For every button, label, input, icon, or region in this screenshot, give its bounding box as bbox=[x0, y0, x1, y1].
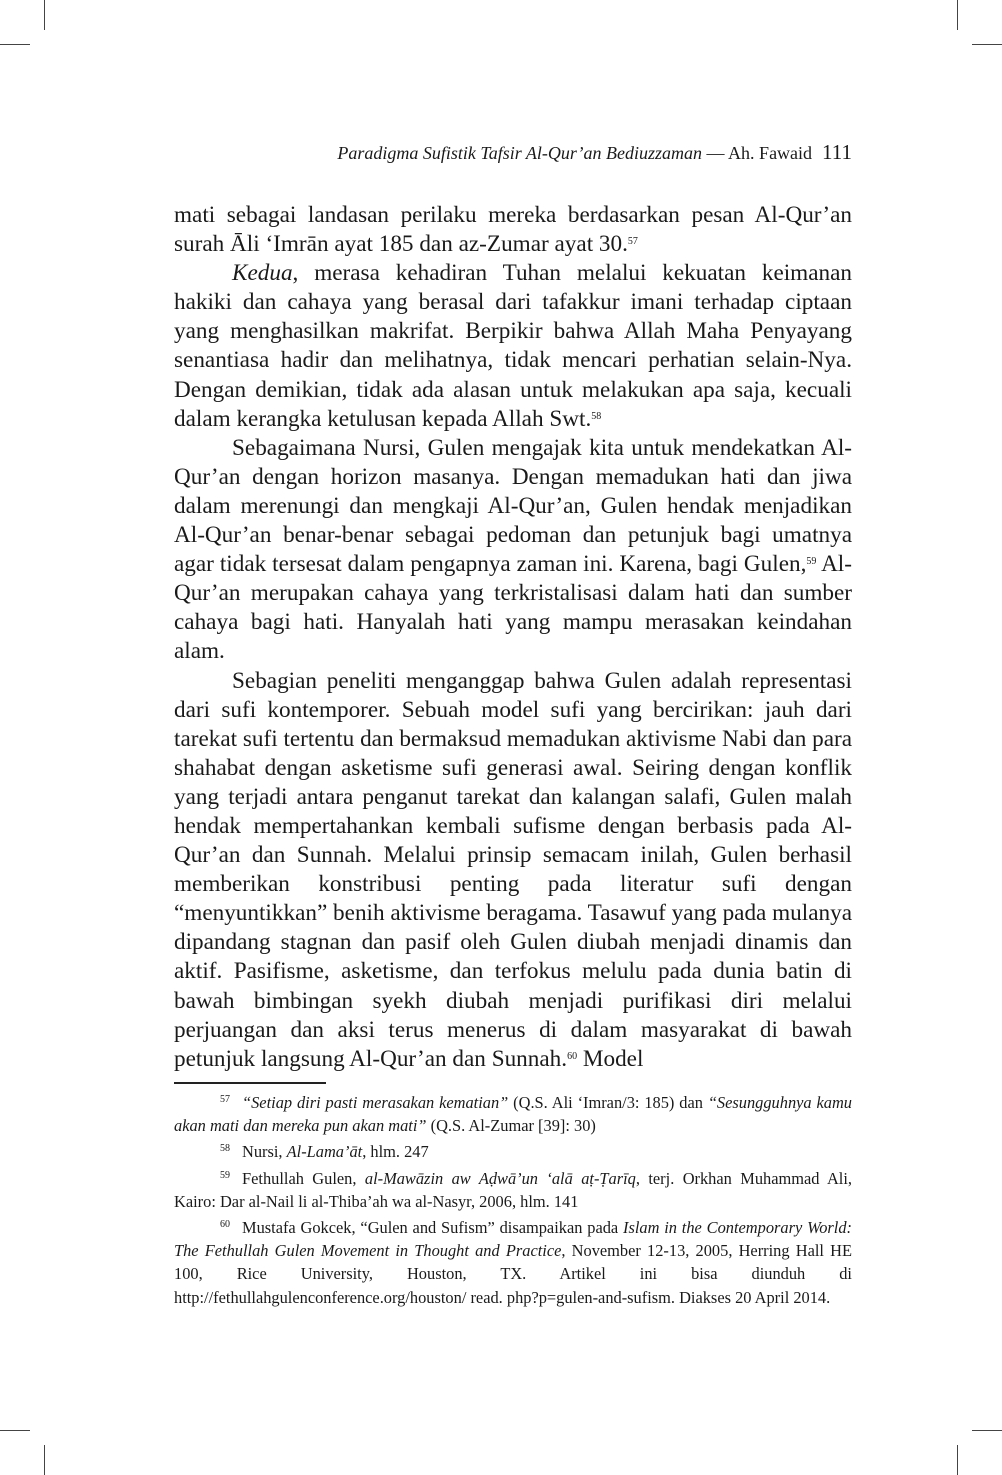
crop-mark-bottom-right-h bbox=[972, 1430, 1002, 1431]
page-number: 111 bbox=[822, 140, 852, 164]
crop-mark-top-right-v bbox=[957, 0, 958, 30]
paragraph-3: Sebagaimana Nursi, Gulen mengajak kita untuk mendekatkan Al-Qur’an dengan horizon masanya. Dengan memadukan hati dan jiwa dalam merenungi dan mengkaji Al-Qur’an, Gulen hendak menjadikan Al-Qur’an benar-benar sebagai pedoman dan petunjuk bagi umatnya agar tidak tersesat dalam pengapnya zaman ini. Karena, bagi Gulen,$^{59}$ Al-Qur’an merupakan cahaya yang terkristalisasi dalam hati dan sumber cahaya bagi hati. Hanyalah hati yang mampu merasakan keindahan alam. bbox=[174, 434, 852, 665]
footnote-ref-59[interactable]: 59 bbox=[806, 556, 817, 568]
footnotes bbox=[174, 1088, 852, 1309]
footnote-separator bbox=[174, 1082, 326, 1084]
crop-mark-bottom-left-v bbox=[44, 1445, 45, 1475]
body-text bbox=[174, 201, 852, 1074]
crop-mark-bottom-right-v bbox=[957, 1445, 958, 1475]
footnote-58: $^{58}$ Nursi, Al-Lama’āt, hlm. 247 bbox=[220, 1142, 429, 1162]
paragraph-1: mati sebagai landasan perilaku mereka berdasarkan pesan Al-Qur’an surah Āli ‘Imrān ayat 185 dan az-Zumar ayat 30.57 bbox=[174, 202, 852, 258]
paragraph-2: Kedua, merasa kehadiran Tuhan melalui kekuatan keimanan hakiki dan cahaya yang berasal dari tafakkur imani terhadap ciptaan yang menghasilkan makrifat. Berpikir bahwa Allah Maha Penyayang senantiasa hadir dan melihatnya, tidak mencari perhatian selain-Nya. Dengan demikian, tidak ada alasan untuk melakukan apa saja, kecuali dalam kerangka ketulusan kepada Allah Swt.$^{58}$ bbox=[174, 260, 852, 432]
header-author: — Ah. Fawaid bbox=[702, 143, 813, 163]
header-title: Paradigma Sufistik Tafsir Al-Qur’an Bediuzzaman — Ah. Fawaid bbox=[337, 143, 813, 163]
running-header bbox=[174, 140, 852, 176]
footnote-57: $^{57}$ “Setiap diri pasti merasakan kematian” (Q.S. Ali ‘Imran/3: 185) dan “Sesungguhnya kamu akan mati dan mereka pun akan mati” (Q.S. Al-Zumar [39]: 30) bbox=[174, 1093, 852, 1136]
paragraph-4: Sebagian peneliti menganggap bahwa Gulen adalah representasi dari sufi kontemporer. Sebuah model sufi yang bercirikan: jauh dari tarekat sufi tertentu dan bermaksud memadukan aktivisme Nabi dan para shahabat dengan asketisme sufi generasi awal. Seiring dengan konflik yang terjadi antara penganut tarekat dan kalangan salafi, Gulen malah hendak mempertahankan kembali sufisme dengan berbasis pada Al-Qur’an dan Sunnah. Melalui prinsip semacam inilah, Gulen berhasil memberikan konstribusi penting pada literatur sufi dengan “menyuntikkan” benih aktivisme beragama. Tasawuf yang pada mulanya dipandang stagnan dan pasif oleh Gulen diubah menjadi dinamis dan aktif. Pasifisme, asketisme, dan terfokus melulu pada dunia batin di bawah bimbingan syekh diubah menjadi purifikasi diri melalui perjuangan dan aksi terus menerus di dalam masyarakat di bawah petunjuk langsung Al-Qur’an dan Sunnah.$^{60}$ Model bbox=[174, 667, 852, 1072]
footnote-ref-57[interactable]: 57 bbox=[627, 236, 638, 248]
crop-mark-top-left-v bbox=[44, 0, 45, 30]
footnote-ref-60[interactable]: 60 bbox=[567, 1050, 578, 1062]
crop-mark-top-left-h bbox=[0, 44, 30, 45]
footnote-59: $^{59}$ Fethullah Gulen, al-Mawāzin aw Aḍwā’un ‘alā aṭ-Ṭarīq, terj. Orkhan Muhammad Ali, Kairo: Dar al-Nail li al-Thiba’ah wa al-Nasyr, 2006, hlm. 141 bbox=[174, 1168, 852, 1211]
crop-mark-top-right-h bbox=[972, 44, 1002, 45]
footnote-60: $^{60}$ Mustafa Gokcek, “Gulen and Sufism” disampaikan pada Islam in the Contemporary World: The Fethullah Gulen Movement in Thought and Practice, November 12-13, 2005, Herring Hall HE 100, Rice University, Houston, TX. Artikel ini bisa diunduh di http://fethullahgulenconference.org/houston/ read. php?p=gulen-and-sufism. Diakses 20 April 2014. bbox=[174, 1218, 852, 1307]
crop-mark-bottom-left-h bbox=[0, 1430, 30, 1431]
footnote-ref-58[interactable]: 58 bbox=[591, 410, 602, 422]
